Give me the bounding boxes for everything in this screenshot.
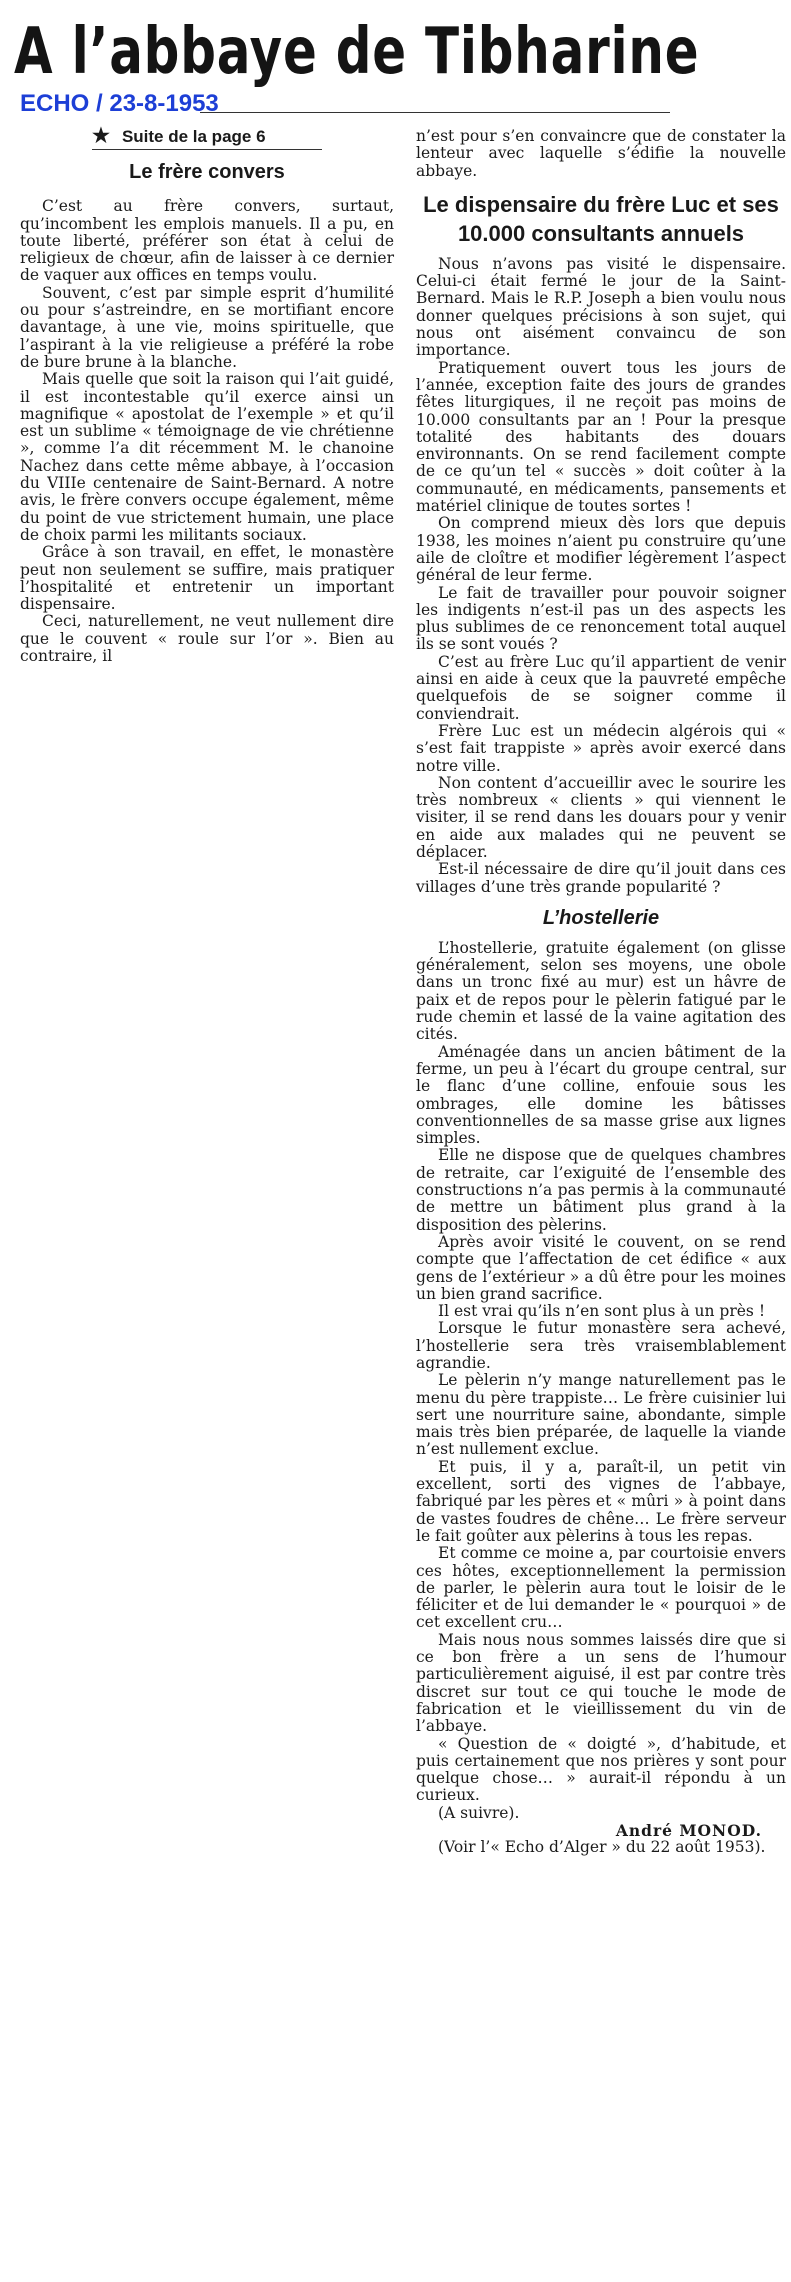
paragraph: Est-il nécessaire de dire qu’il jouit dans ces villages d’une très grande popularité ? xyxy=(416,860,786,896)
to-be-continued: (A suivre). xyxy=(438,1803,520,1822)
paragraph: Mais quelle que soit la raison qui l’ait guidé, il est incontestable qu’il exerce ainsi un magnifique « apostolat de l’exemple » et qu’il est un sublime « témoignage de vie chrétienne », comme l’a dit récemment M. le chanoine Nachez dans cette même abbaye, à l’occasion du VIIIe centenaire de Saint-Bernard. A notre avis, le frère convers occupe également, même du point de vue strictement humain, une place de choix parmi les militants sociaux. xyxy=(20,370,394,544)
paragraph: Aménagée dans un ancien bâtiment de la ferme, un peu à l’écart du groupe central, sur le flanc d’une colline, enfouie sous les ombrages, elle domine les bâtisses conventionnelles de sa masse grise aux lignes simples. xyxy=(416,1042,786,1148)
header-rule xyxy=(200,112,670,113)
star-icon: ★ xyxy=(92,125,110,147)
section-title-dispensaire: Le dispensaire du frère Luc et ses 10.000 consultants annuels xyxy=(423,191,779,246)
section-title-hostellerie: L’hostellerie xyxy=(542,906,660,929)
section-title-frere-convers: Le frère convers xyxy=(129,161,285,184)
paragraph: Lorsque le futur monastère sera achevé, l’hostellerie sera très vraisemblablement agrandie. xyxy=(416,1319,786,1372)
continuation-paragraph: n’est pour s’en convaincre que de constater la lenteur avec laquelle s’édifie la nouvelle abbaye. xyxy=(416,127,786,180)
article-title: A l’abbaye de Tibharine xyxy=(14,15,700,89)
continued-from-line xyxy=(20,125,394,147)
paragraph: Elle ne dispose que de quelques chambres de retraite, car l’exiguité de l’ensemble des constructions n’a pas permis à la communauté de mettre un bâtiment plus grand à la disposition des pèlerins. xyxy=(416,1146,786,1234)
paragraph: Non content d’accueillir avec le sourire les très nombreux « clients » qui viennent le visiter, il se rend dans les douars pour y venir en aide aux malades qui ne peuvent se déplacer. xyxy=(416,773,786,861)
divider xyxy=(92,149,322,150)
continued-from-label: Suite de la page 6 xyxy=(121,127,266,146)
left-column xyxy=(20,125,394,666)
paragraph: Et puis, il y a, paraît-il, un petit vin excellent, sorti des vignes de l’abbaye, fabriqué par les pères et « mûri » à point dans de vastes foudres de chêne… Le frère serveur le fait goûter aux pèlerins à tous les repas. xyxy=(416,1457,786,1545)
paragraph: Et comme ce moine a, par courtoisie envers ces hôtes, exceptionnellement la permission de parler, le pèlerin aura tout le loisir de le féliciter et de lui demander le « pourquoi » de cet excellent cru… xyxy=(416,1544,786,1632)
paragraph: C’est au frère Luc qu’il appartient de venir ainsi en aide à ceux que la pauvreté empêche quelquefois de se soigner comme il conviendrait. xyxy=(416,652,786,723)
paragraph: Ceci, naturellement, ne veut nullement dire que le couvent « roule sur l’or ». Bien au contraire, il xyxy=(20,612,394,666)
paragraph: Mais nous nous sommes laissés dire que si ce bon frère a un sens de l’humour particulièrement aiguisé, il est par contre très discret sur tout ce qui touche le mode de fabrication et le vieillissement du vin de l’abbaye. xyxy=(416,1630,786,1736)
paragraph: Souvent, c’est par simple esprit d’humilité ou pour s’astreindre, en se mortifiant encore davantage, à une vie, moins spirituelle, que l’aspirant à la vie religieuse a préféré la robe de bure brune à la blanche. xyxy=(20,283,394,371)
paragraph: C’est au frère convers, surtaut, qu’incombent les emplois manuels. Il a pu, en toute liberté, préférer son état à celui de religieux de chœur, afin de laisser à ce dernier de vaquer aux offices en temps voulu. xyxy=(20,197,394,285)
paragraph: « Question de « doigté », d’habitude, et puis certainement que nos prières y sont pour quelque chose… » aurait-il répondu à un curieux. xyxy=(416,1734,786,1805)
paragraph: Frère Luc est un médecin algérois qui « s’est fait trappiste » après avoir exercé dans notre ville. xyxy=(416,721,786,775)
paragraph: Il est vrai qu’ils n’en sont plus à un près ! xyxy=(438,1302,766,1321)
paragraph: Le fait de travailler pour pouvoir soigner les indigents n’est-il pas un des aspects les plus sublimes de ce renoncement total auquel ils se sont voués ? xyxy=(416,583,786,654)
paragraph: Grâce à son travail, en effet, le monastère peut non seulement se suffire, mais pratiquer l’hospitalité et entretenir un important dispensaire. xyxy=(20,543,394,614)
paragraph: Après avoir visité le couvent, on se rend compte que l’affectation de cet édifice « aux gens de l’extérieur » a dû être pour les moines un bien grand sacrifice. xyxy=(416,1232,786,1303)
author-signature: André MONOD. xyxy=(615,1821,762,1841)
paragraph: Nous n’avons pas visité le dispensaire. Celui-ci était fermé le jour de la Saint-Bernard. Mais le R.P. Joseph a bien voulu nous donner quelques précisions à son sujet, qui nous ont aisément convaincu de son importance. xyxy=(416,254,786,360)
right-column xyxy=(416,128,786,1857)
paragraph: On comprend mieux dès lors que depuis 1938, les moines n’aient pu construire qu’une aile de cloître et modifier légèrement l’aspect général de leur ferme. xyxy=(416,514,786,585)
paragraph: Pratiquement ouvert tous les jours de l’année, exception faite des jours de grandes fêtes liturgiques, il ne reçoit pas moins de 10.000 consultants par an ! Pour la presque totalité des habitants des douars environnants. On se rend facilement compte de ce qu’un tel « succès » doit coûter à la communauté, en médicaments, pansements et matériel clinique de toutes sortes ! xyxy=(416,358,786,516)
paragraph: L’hostellerie, gratuite également (on glisse généralement, selon ses moyens, une obole dans un tronc fixé au mur) est un hâvre de paix et de repos pour le pèlerin fatigué par le rude chemin et lassé de la vaine agitation des cités. xyxy=(416,938,786,1044)
source-stamp: ECHO / 23-8-1953 xyxy=(20,90,219,117)
paragraph: Le pèlerin n’y mange naturellement pas le menu du père trappiste… Le frère cuisinier lui sert une nourriture saine, abondante, simple mais très bien préparée, de laquelle la viande n’est nullement exclue. xyxy=(416,1371,786,1459)
footnote: (Voir l’« Echo d’Alger » du 22 août 1953). xyxy=(438,1838,766,1857)
